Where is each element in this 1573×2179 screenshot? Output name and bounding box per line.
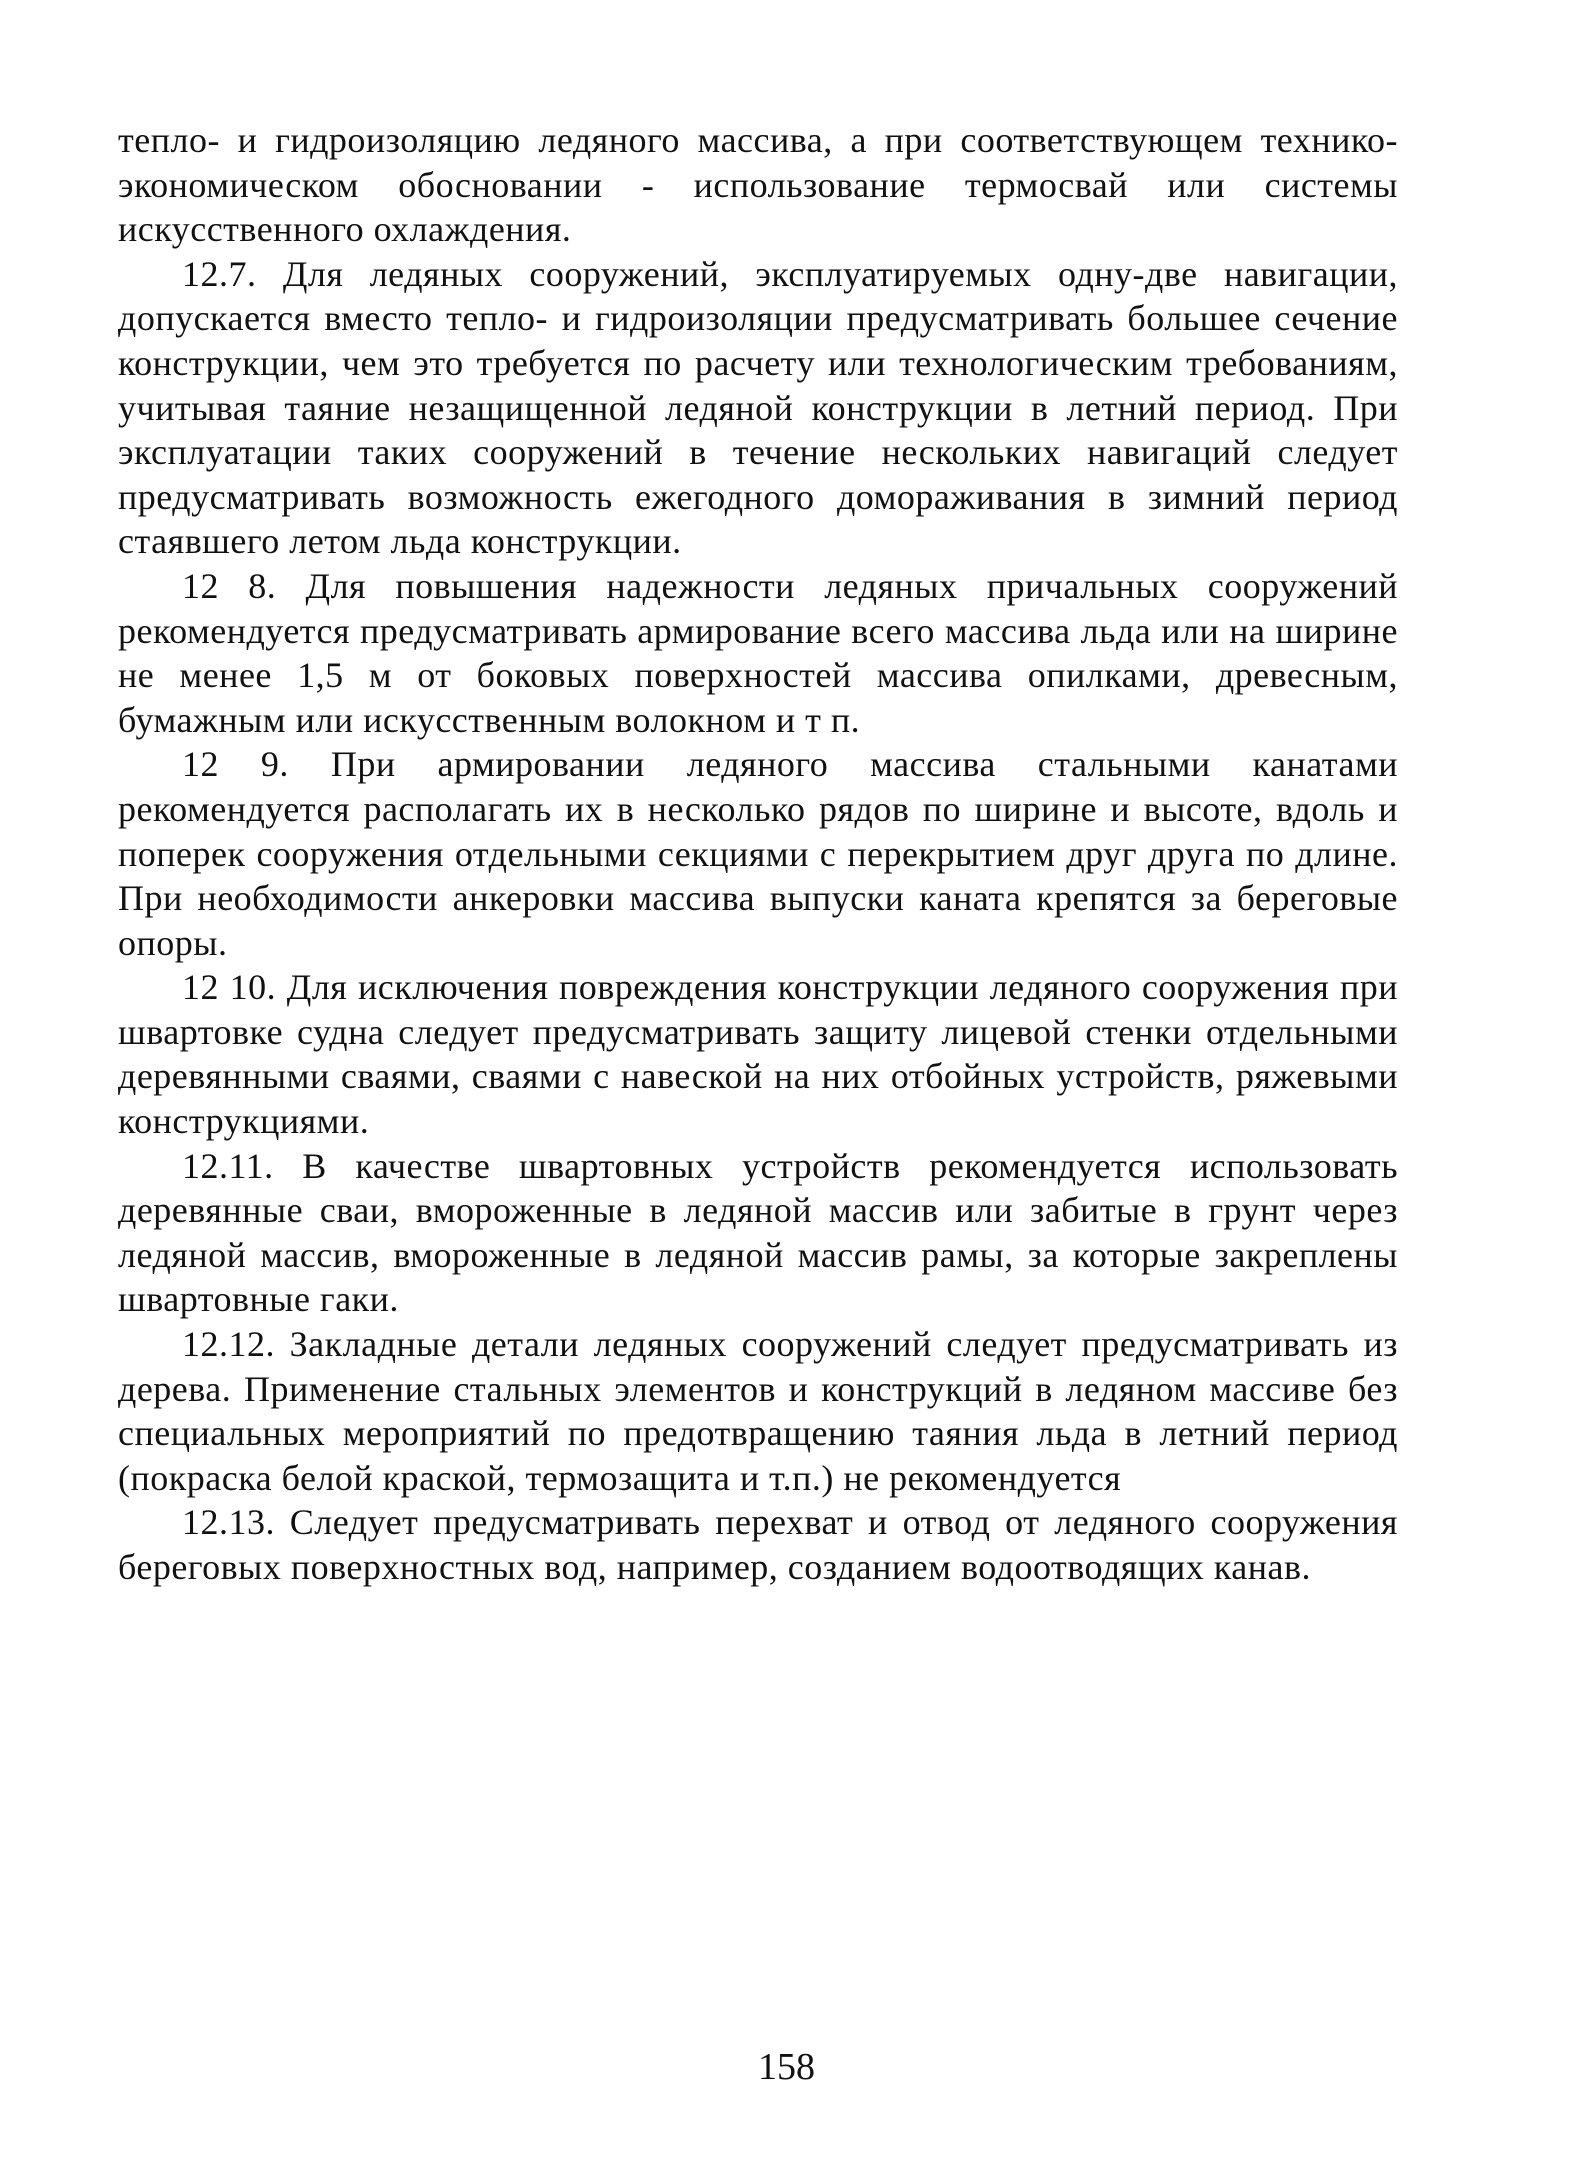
paragraph-12-11: 12.11. В качестве швартовных устройств рекомендуется использовать деревянные сваи, вмороженные в ледяной массив или забитые в грунт через ледяной массив, вмороженные в ледяной массив рамы, за которые закреплены швартовные гаки.: [118, 1145, 1398, 1320]
paragraph-12-10: 12 10. Для исключения повреждения конструкции ледяного сооружения при швартовке судна следует предусматривать защиту лицевой стенки отдельными деревянными сваями, сваями с навеской на них отбойных устройств, ряжевыми конструкциями.: [118, 967, 1398, 1142]
paragraph-12-8: 12 8. Для повышения надежности ледяных причальных сооружений рекомендуется предусматривать армирование всего массива льда или на ширине не менее 1,5 м от боковых поверхностей массива опилками, древесным, бумажным или искусственным волокном и т п.: [118, 565, 1398, 740]
page-number: 158: [758, 2046, 815, 2088]
paragraph-12-7: 12.7. Для ледяных сооружений, эксплуатируемых одну-две навигации, допускается вместо тепло- и гидроизоляции предусматривать большее сечение конструкции, чем это требуется по расчету или технологическим требованиям, учитывая таяние незащищенной ледяной конструкции в летний период. При эксплуатации таких сооружений в течение нескольких навигаций следует предусматривать возможность ежегодного доморaживания в зимний период стаявшего летом льда конструкции.: [118, 253, 1398, 562]
paragraph-12-9: 12 9. При армировании ледяного массива стальными канатами рекомендуется располагать их в несколько рядов по ширине и высоте, вдоль и поперек сооружения отдельными секциями с перекрытием друг друга по длине. При необходимости анкеровки массива выпуски каната крепятся за береговые опоры.: [118, 744, 1398, 963]
paragraph-12-13: 12.13. Следует предусматривать перехват и отвод от ледяного сооружения береговых поверхностных вод, например, созданием водоотводящих канав.: [118, 1502, 1398, 1587]
paragraph-continuation: тепло- и гидроизоляцию ледяного массива, а при соответствующем технико-экономическом обосновании - использование термосвай или системы искусственного охлаждения.: [118, 120, 1398, 250]
body-text: [118, 118, 1398, 1590]
paragraph-12-12: 12.12. Закладные детали ледяных сооружений следует предусматривать из дерева. Применение стальных элементов и конструкций в ледяном массиве без специальных мероприятий по предотвращению таяния льда в летний период (покраска белой краской, термозащита и т.п.) не рекомендуется: [118, 1324, 1398, 1498]
